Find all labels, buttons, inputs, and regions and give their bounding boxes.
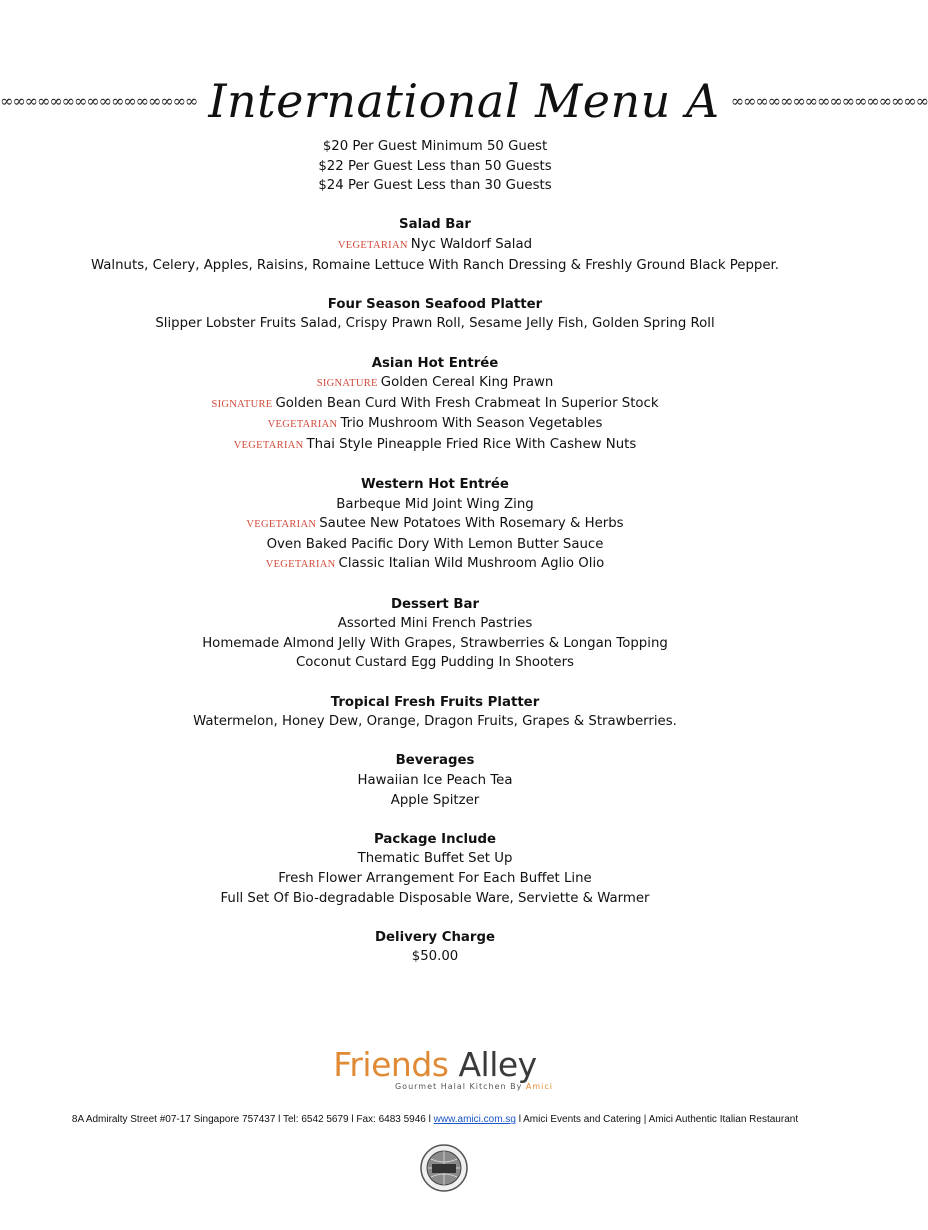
menu-item: Thematic Buffet Set Up — [357, 851, 513, 867]
logo-word-alley: Alley — [458, 1045, 537, 1084]
section-heading-package: Package Include — [373, 831, 497, 847]
menu-item: Apple Spitzer — [390, 792, 480, 808]
section-heading-western: Western Hot Entrée — [361, 477, 509, 493]
section-heading-dessert: Dessert Bar — [390, 596, 480, 612]
section-heading-salad: Salad Bar — [399, 217, 471, 233]
delivery-price: $50.00 — [411, 949, 459, 965]
menu-item — [0, 414, 870, 435]
menu-item: Slipper Lobster Fruits Salad, Crispy Prawn Roll, Sesame Jelly Fish, Golden Spring Roll — [155, 316, 715, 332]
menu-item-text: Classic Italian Wild Mushroom Aglio Olio — [338, 556, 605, 572]
menu-item: Hawaiian Ice Peach Tea — [357, 773, 513, 788]
menu-item: Watermelon, Honey Dew, Orange, Dragon Fruits, Grapes & Strawberries. — [193, 714, 677, 730]
price-line: $24 Per Guest Less than 30 Guests — [318, 178, 552, 194]
menu-item: Homemade Almond Jelly With Grapes, Strawberries & Longan Topping — [202, 635, 668, 651]
menu-item: Coconut Custard Egg Pudding In Shooters — [296, 655, 574, 671]
menu-item — [0, 435, 870, 456]
logo-tagline: Gourmet Halal Kitchen By Amici — [394, 1082, 553, 1091]
menu-item-text: Golden Cereal King Prawn — [380, 375, 554, 391]
menu-item — [0, 554, 870, 575]
menu-item-text: Thai Style Pineapple Fried Rice With Cashew Nuts — [306, 436, 637, 452]
menu-item-text: Trio Mushroom With Season Vegetables — [340, 416, 603, 432]
halal-seal-icon — [419, 1143, 469, 1193]
vegetarian-tag: VEGETARIAN — [267, 419, 338, 431]
website-link[interactable]: www.amici.com.sg — [433, 1114, 516, 1125]
menu-item — [0, 235, 870, 256]
footer-rest: l Amici Events and Catering | Amici Authentic Italian Restaurant — [518, 1114, 799, 1125]
brand-logo — [0, 1046, 870, 1091]
menu-item: Oven Baked Pacific Dory With Lemon Butter Sauce — [266, 536, 604, 552]
price-line: $22 Per Guest Less than 50 Guests — [318, 158, 552, 174]
vegetarian-tag: VEGETARIAN — [233, 439, 304, 451]
price-line: $20 Per Guest Minimum 50 Guest — [322, 139, 548, 154]
menu-item-text: Golden Bean Curd With Fresh Crabmeat In Superior Stock — [275, 395, 659, 411]
menu-item: Walnuts, Celery, Apples, Raisins, Romaine Lettuce With Ranch Dressing & Freshly Ground Black Pepper. — [90, 257, 780, 273]
menu-item: Barbeque Mid Joint Wing Zing — [336, 496, 534, 512]
menu-item — [0, 514, 870, 535]
menu-item: Assorted Mini French Pastries — [337, 616, 533, 632]
page-title: International Menu A — [208, 74, 720, 128]
menu-item-text: Sautee New Potatoes With Rosemary & Herbs — [319, 516, 624, 532]
footer-contact — [0, 1114, 870, 1125]
logo-word-friends: Friends — [333, 1045, 449, 1084]
menu-item — [0, 373, 870, 394]
section-heading-delivery: Delivery Charge — [374, 929, 495, 945]
title-row — [0, 74, 928, 134]
menu-item — [0, 394, 870, 415]
logo-tagline-brand: Amici — [525, 1082, 553, 1091]
footer-address: 8A Admiralty Street #07-17 Singapore 757437 l Tel: 6542 5679 l Fax: 6483 5946 l — [71, 1114, 431, 1125]
section-heading-beverages: Beverages — [395, 753, 475, 769]
signature-tag: SIGNATURE — [316, 378, 378, 390]
section-heading-seafood: Four Season Seafood Platter — [327, 296, 543, 312]
vegetarian-tag: VEGETARIAN — [337, 239, 408, 251]
menu-item: Fresh Flower Arrangement For Each Buffet Line — [278, 870, 592, 886]
right-flourish: ∞∞∞∞∞∞∞∞∞∞∞∞∞∞∞∞ — [730, 91, 928, 111]
menu-item: Full Set Of Bio-degradable Disposable Ware, Serviette & Warmer — [220, 890, 650, 906]
menu-content — [0, 137, 870, 967]
logo-wordmark — [0, 1046, 870, 1084]
signature-tag: SIGNATURE — [211, 398, 273, 410]
vegetarian-tag: VEGETARIAN — [246, 519, 317, 531]
menu-item-text: Nyc Waldorf Salad — [410, 236, 533, 252]
section-heading-asian: Asian Hot Entrée — [371, 355, 499, 371]
vegetarian-tag: VEGETARIAN — [265, 559, 336, 571]
section-heading-fruits: Tropical Fresh Fruits Platter — [330, 694, 540, 710]
left-flourish: ∞∞∞∞∞∞∞∞∞∞∞∞∞∞∞∞ — [0, 91, 198, 111]
